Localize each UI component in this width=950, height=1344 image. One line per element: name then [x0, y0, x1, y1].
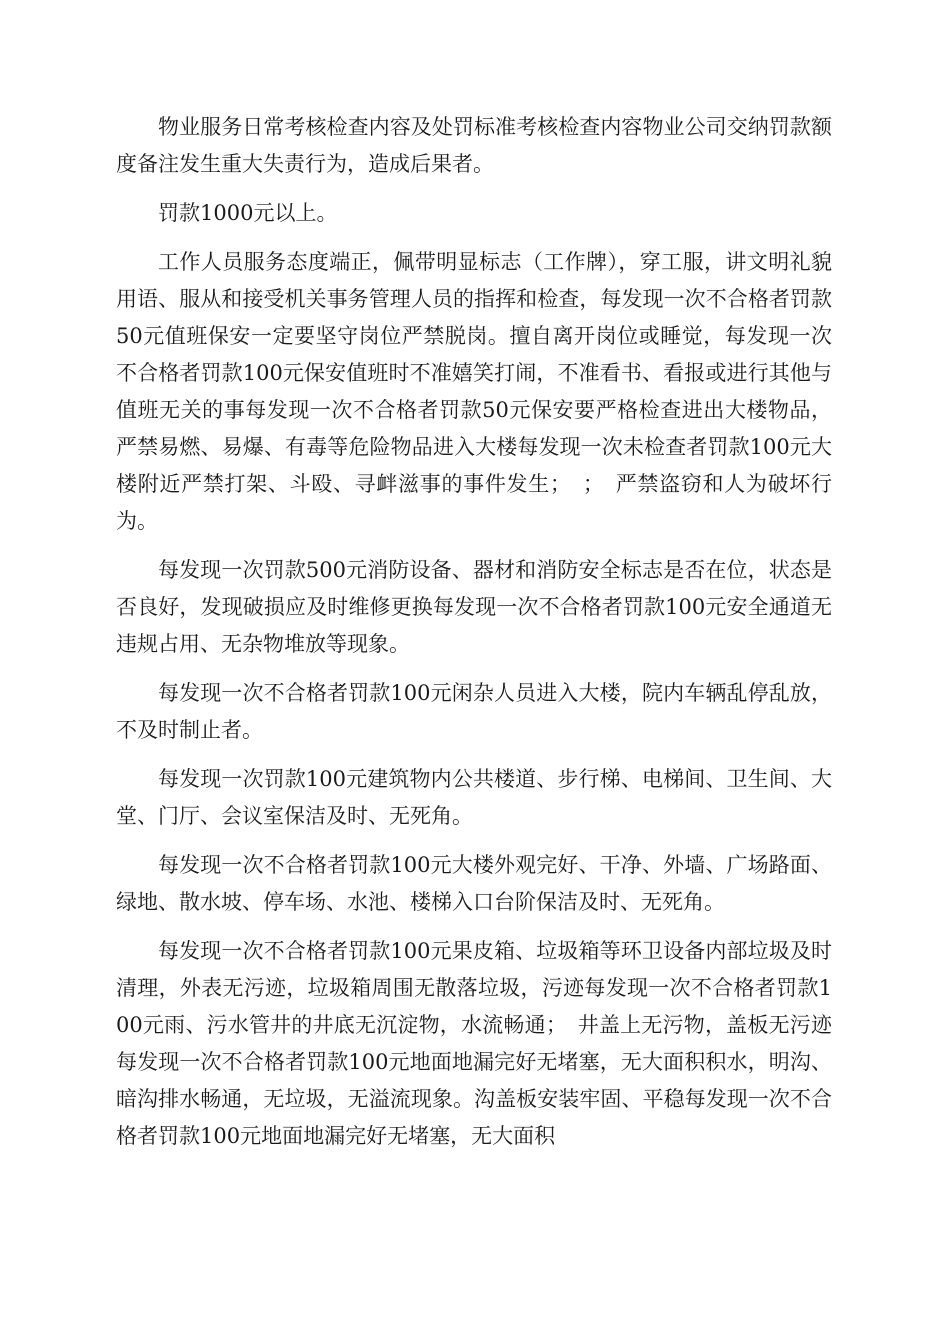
paragraph-7: 每发现一次不合格者罚款100元大楼外观完好、干净、外墙、广场路面、绿地、散水坡、停车场、水池、楼梯入口台阶保洁及时、无死角。	[116, 853, 832, 914]
paragraph-3: 工作人员服务态度端正，佩带明显标志（工作牌），穿工服，讲文明礼貌用语、服从和接受机关事务管理人员的指挥和检查，每发现一次不合格者罚款50元值班保安一定要坚守岗位严禁脱岗。擅自离开岗位或睡觉，每发现一次不合格者罚款100元保安值班时不准嬉笑打闹，不准看书、看报或进行其他与值班无关的事每发现一次不合格者罚款50元保安要严格检查进出大楼物品，严禁易燃、易爆、有毒等危险物品进入大楼每发现一次未检查者罚款100元大楼附近严禁打架、斗殴、寻衅滋事的事件发生； ； 严禁盗窃和人为破坏行为。	[116, 250, 832, 533]
paragraph-2: 罚款1000元以上。	[158, 201, 338, 225]
paragraph-8: 每发现一次不合格者罚款100元果皮箱、垃圾箱等环卫设备内部垃圾及时清理，外表无污迹，垃圾箱周围无散落垃圾，污迹每发现一次不合格者罚款100元雨、污水管井的井底无沉淀物，水流畅通； 井盖上无污物，盖板无污迹每发现一次不合格者罚款100元地面地漏完好无堵塞，无大面积积水，明沟、暗沟排水畅通，无垃圾，无溢流现象。沟盖板安装牢固、平稳每发现一次不合格者罚款100元地面地漏完好无堵塞，无大面积	[116, 939, 832, 1148]
paragraph-4: 每发现一次罚款500元消防设备、器材和消防安全标志是否在位，状态是否良好，发现破损应及时维修更换每发现一次不合格者罚款100元安全通道无违规占用、无杂物堆放等现象。	[116, 558, 832, 656]
document-body	[116, 109, 832, 1167]
paragraph-5: 每发现一次不合格者罚款100元闲杂人员进入大楼，院内车辆乱停乱放，不及时制止者。	[116, 681, 832, 742]
paragraph-6: 每发现一次罚款100元建筑物内公共楼道、步行梯、电梯间、卫生间、大堂、门厅、会议室保洁及时、无死角。	[116, 767, 832, 828]
paragraph-1: 物业服务日常考核检查内容及处罚标准考核检查内容物业公司交纳罚款额度备注发生重大失责行为，造成后果者。	[116, 115, 832, 176]
